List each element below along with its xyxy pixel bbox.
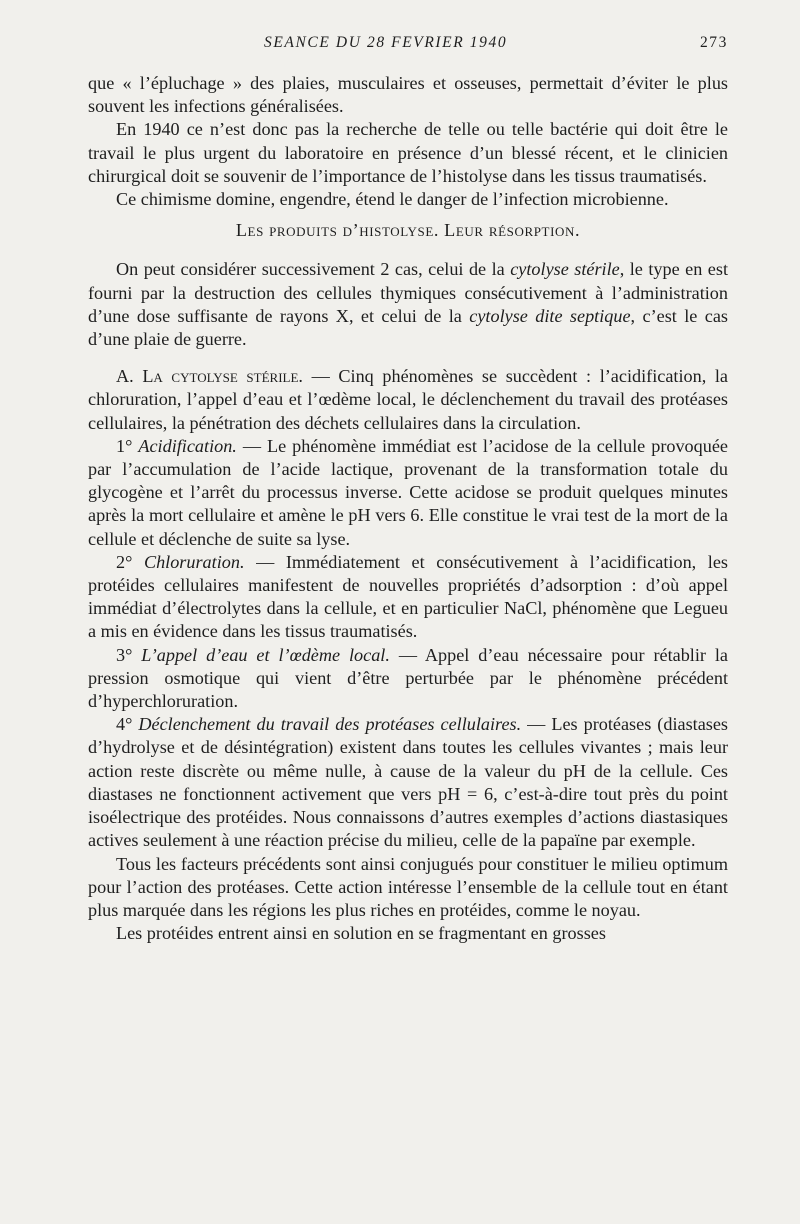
emphasis: Acidification.: [138, 435, 237, 456]
paragraph: [88, 551, 728, 644]
body-text: [88, 72, 728, 945]
text-run: — Appel d’eau nécessaire pour rétablir la pression osmotique qui vient d’être perturbée par le phénomène précédent d’hyperchloruration.: [88, 644, 729, 712]
emphasis: Déclenchement du travail des protéases cellulaires.: [138, 714, 522, 735]
paragraph: Tous les facteurs précédents sont ainsi conjugués pour constituer le milieu optimum pour l’action des protéases. Cette action intéresse l’ensemble de la cellule tout en étant plus marquée dans les régions les plus riches en protéides, comme le noyau.: [88, 853, 728, 920]
text-run: , le type en est fourni par la destruction des cellules thymiques consécutivement à l’administration d’une dose suffisante de rayons X, et celui de la: [88, 259, 729, 326]
emphasis: Chloruration.: [143, 551, 245, 572]
emphasis: L’appel d’eau et l’œdème local.: [141, 644, 390, 665]
paragraph: Ce chimisme domine, engendre, étend le danger de l’infection microbienne.: [116, 189, 669, 210]
running-title: SEANCE DU 28 FEVRIER 1940: [264, 34, 508, 51]
paragraph: [88, 435, 728, 551]
text-run: — Cinq phénomènes se succèdent : l’acidification, la chloruration, l’appel d’eau et l’œdème local, le déclenchement du travail des protéases cellulaires, la pénétration des déchets cellulaires dans la circulation.: [88, 366, 728, 433]
text-run: — Immédiatement et consécutivement à l’acidification, les protéides cellulaires manifestent de nouvelles propriétés d’adsorption : d’où appel immédiat d’électrolytes dans la cellule, et en particulier NaCl, phénomène que Legueu a mis en évidence dans les tissus traumatisés.: [88, 551, 728, 642]
section-title: Les produits d’histolyse. Leur résorption.: [235, 220, 581, 241]
emphasis: cytolyse dite septique: [469, 305, 631, 326]
text-run: 2°: [116, 551, 144, 572]
emphasis: cytolyse stérile: [510, 259, 620, 280]
text-run: — Les protéases (diastases d’hydrolyse et de désintégration) existent dans toutes les cellules vivantes ; mais leur action reste discrète ou même nulle, à cause de la valeur du pH de la cellule. Ces diastases ne fonctionnent activement que vers pH = 6, c’est-à-dire tout près du point isoélectrique des protéides. Nous connaissons d’autres exemples d’actions diastasiques actives seulement à une réaction précise du milieu, celle de la papaïne par exemple.: [88, 714, 729, 851]
paragraph: En 1940 ce n’est donc pas la recherche de telle ou telle bactérie qui doit être le travail le plus urgent du laboratoire en présence d’un blessé récent, et le clinicien chirurgical doit se souvenir de l’importance de l’histolyse dans les tissus traumatisés.: [88, 119, 728, 186]
text-run: 1°: [116, 435, 139, 456]
page-number: 273: [699, 34, 728, 51]
text-run: 3°: [116, 644, 142, 665]
paragraph: que « l’épluchage » des plaies, musculaires et osseuses, permettait d’éviter le plus souvent les infections généralisées.: [88, 73, 728, 117]
text-run: 4°: [116, 714, 139, 735]
paragraph: Les protéides entrent ainsi en solution en se fragmentant en grosses: [116, 923, 606, 944]
page-header: [88, 34, 728, 56]
text-run: — Le phénomène immédiat est l’acidose de la cellule provoquée par l’accumulation de l’acide lactique, provenant de la transformation totale du glycogène et l’arrêt du processus inverse. Cette acidose se produit quelques minutes après la mort cellulaire et amène le pH vers 6. Elle constitue le vrai test de la mort de la cellule et déclenche de suite sa lyse.: [88, 435, 728, 549]
paragraph: [88, 713, 728, 852]
paragraph: [88, 644, 728, 714]
subsection-heading: La cytolyse stérile.: [142, 366, 303, 387]
paragraph: [88, 365, 728, 435]
text-run: A.: [116, 366, 143, 387]
text-run: , c’est le cas d’une plaie de guerre.: [88, 305, 728, 350]
paragraph: [88, 258, 728, 351]
text-run: On peut considérer successivement 2 cas, celui de la: [116, 259, 511, 280]
